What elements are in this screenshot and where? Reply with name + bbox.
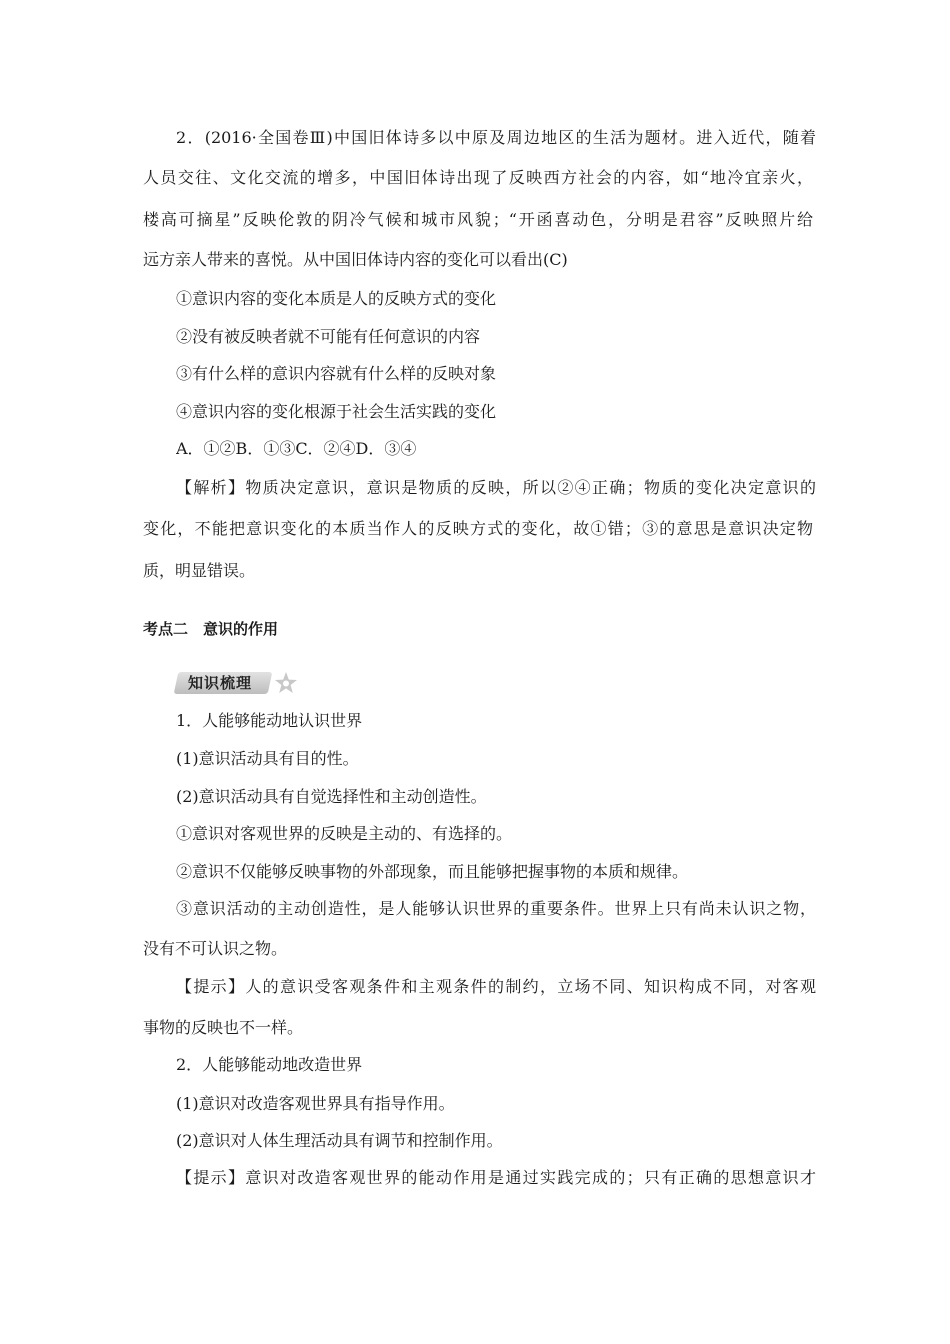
- tip-1-line-1: 【提示】人的意识受客观条件和主观条件的制约，立场不同、知识构成不同，对客观: [176, 977, 816, 996]
- analysis-line-3: 质，明显错误。: [143, 561, 256, 580]
- point-2-item-2: (2)意识对人体生理活动具有调节和控制作用。: [176, 1131, 503, 1150]
- knowledge-badge: [176, 670, 306, 696]
- answer-choices: A．①②B．①③C．②④D．③④: [176, 439, 417, 458]
- option-4: ④意识内容的变化根源于社会生活实践的变化: [176, 402, 497, 421]
- tip-1-line-2: 事物的反映也不一样。: [143, 1018, 304, 1037]
- badge-label: 知识梳理: [188, 674, 253, 692]
- question-2-line-3: 楼高可摘星”反映伦敦的阴冷气候和城市风貌；“开函喜动色，分明是君容”反映照片给: [143, 210, 813, 229]
- question-2-line-4: 远方亲人带来的喜悦。从中国旧体诗内容的变化可以看出(C): [143, 250, 568, 269]
- question-2-line-1: 2．(2016·全国卷Ⅲ)中国旧体诗多以中原及周边地区的生活为题材。进入近代，随着: [176, 128, 816, 147]
- point-1-item-5-line-1: ③意识活动的主动创造性，是人能够认识世界的重要条件。世界上只有尚未认识之物，: [176, 899, 816, 918]
- point-1-item-2: (2)意识活动具有自觉选择性和主动创造性。: [176, 787, 487, 806]
- star-icon: [274, 671, 298, 695]
- point-1-heading: 1．人能够能动地认识世界: [176, 711, 363, 730]
- analysis-line-1: 【解析】物质决定意识，意识是物质的反映，所以②④正确；物质的变化决定意识的: [176, 478, 816, 497]
- option-1: ①意识内容的变化本质是人的反映方式的变化: [176, 289, 497, 308]
- point-1-item-4: ②意识不仅能够反映事物的外部现象，而且能够把握事物的本质和规律。: [176, 862, 689, 881]
- question-2-line-2: 人员交往、文化交流的增多，中国旧体诗出现了反映西方社会的内容，如“地冷宜亲火，: [143, 168, 813, 187]
- analysis-line-2: 变化，不能把意识变化的本质当作人的反映方式的变化，故①错；③的意思是意识决定物: [143, 519, 813, 538]
- point-1-item-3: ①意识对客观世界的反映是主动的、有选择的。: [176, 824, 513, 843]
- point-2-item-1: (1)意识对改造客观世界具有指导作用。: [176, 1094, 455, 1113]
- option-3: ③有什么样的意识内容就有什么样的反映对象: [176, 364, 497, 383]
- option-2: ②没有被反映者就不可能有任何意识的内容: [176, 327, 481, 346]
- section-title: 考点二 意识的作用: [143, 620, 279, 638]
- point-1-item-5-line-2: 没有不可认识之物。: [143, 939, 288, 958]
- tip-2-line-1: 【提示】意识对改造客观世界的能动作用是通过实践完成的；只有正确的思想意识才: [176, 1168, 816, 1187]
- point-2-heading: 2．人能够能动地改造世界: [176, 1055, 363, 1074]
- point-1-item-1: (1)意识活动具有目的性。: [176, 749, 359, 768]
